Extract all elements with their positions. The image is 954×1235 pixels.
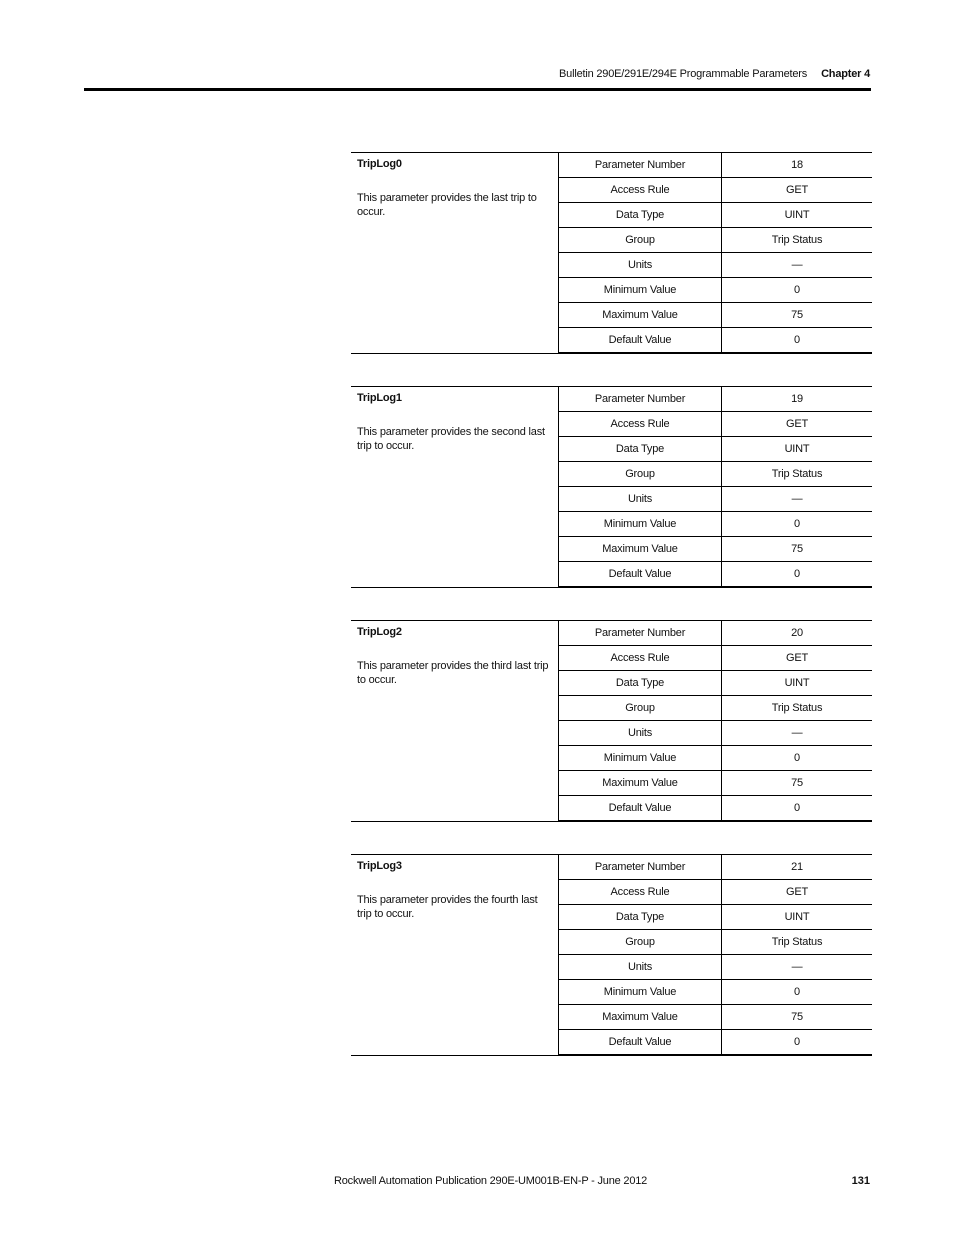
publication-footer: Rockwell Automation Publication 290E-UM001B-EN-P - June 2012 (334, 1175, 648, 1187)
row-value: — (722, 253, 873, 278)
parameter-description: This parameter provides the third last trip to occur. (357, 660, 549, 686)
parameter-table-triplog0 (351, 152, 872, 354)
row-label: Maximum Value (559, 771, 722, 796)
parameter-description-cell (351, 153, 559, 354)
row-label: Data Type (559, 905, 722, 930)
row-label: Units (559, 487, 722, 512)
row-label: Group (559, 930, 722, 955)
parameter-description: This parameter provides the fourth last trip to occur. (357, 894, 538, 920)
row-label: Access Rule (559, 412, 722, 437)
parameter-table-triplog2 (351, 620, 872, 822)
row-value: 0 (722, 980, 873, 1005)
header-title: Bulletin 290E/291E/294E Programmable Parameters (559, 68, 808, 80)
row-label: Data Type (559, 437, 722, 462)
row-label: Maximum Value (559, 1005, 722, 1030)
row-label: Parameter Number (559, 153, 722, 178)
row-value: GET (722, 646, 873, 671)
row-value: 0 (722, 328, 873, 354)
parameter-description: This parameter provides the last trip to occur. (357, 192, 537, 218)
row-label: Access Rule (559, 178, 722, 203)
row-value: UINT (722, 905, 873, 930)
row-label: Parameter Number (559, 621, 722, 646)
row-label: Units (559, 721, 722, 746)
row-label: Parameter Number (559, 387, 722, 412)
row-value: GET (722, 412, 873, 437)
parameter-description-cell (351, 621, 559, 822)
header-chapter: Chapter 4 (821, 68, 870, 80)
row-label: Access Rule (559, 880, 722, 905)
row-value: 0 (722, 796, 873, 822)
row-label: Default Value (559, 328, 722, 354)
row-value: 18 (722, 153, 873, 178)
row-label: Group (559, 228, 722, 253)
parameter-description: This parameter provides the second last trip to occur. (357, 426, 545, 452)
row-label: Minimum Value (559, 512, 722, 537)
row-label: Group (559, 462, 722, 487)
parameter-description-cell (351, 387, 559, 588)
parameter-table-triplog1 (351, 386, 872, 588)
parameter-name: TripLog2 (357, 626, 402, 638)
row-label: Minimum Value (559, 746, 722, 771)
row-value: UINT (722, 671, 873, 696)
row-value: Trip Status (722, 462, 873, 487)
row-label: Data Type (559, 203, 722, 228)
row-value: Trip Status (722, 930, 873, 955)
row-label: Minimum Value (559, 980, 722, 1005)
row-value: — (722, 487, 873, 512)
header-rule (84, 88, 871, 91)
row-value: GET (722, 178, 873, 203)
parameter-name: TripLog3 (357, 860, 402, 872)
row-value: UINT (722, 203, 873, 228)
row-value: 75 (722, 771, 873, 796)
row-value: 21 (722, 855, 873, 880)
row-value: 75 (722, 1005, 873, 1030)
row-value: — (722, 721, 873, 746)
row-label: Units (559, 253, 722, 278)
row-value: 75 (722, 303, 873, 328)
parameter-description-cell (351, 855, 559, 1056)
row-label: Access Rule (559, 646, 722, 671)
page-number: 131 (851, 1175, 870, 1187)
row-value: UINT (722, 437, 873, 462)
row-label: Group (559, 696, 722, 721)
row-label: Data Type (559, 671, 722, 696)
row-value: 0 (722, 278, 873, 303)
row-label: Default Value (559, 796, 722, 822)
row-value: 19 (722, 387, 873, 412)
row-value: — (722, 955, 873, 980)
row-value: 75 (722, 537, 873, 562)
parameter-table-triplog3 (351, 854, 872, 1056)
running-header (559, 68, 870, 80)
row-value: 0 (722, 746, 873, 771)
parameter-name: TripLog0 (357, 158, 402, 170)
parameter-name: TripLog1 (357, 392, 402, 404)
row-label: Minimum Value (559, 278, 722, 303)
row-label: Maximum Value (559, 537, 722, 562)
row-label: Parameter Number (559, 855, 722, 880)
row-value: Trip Status (722, 228, 873, 253)
row-value: Trip Status (722, 696, 873, 721)
row-value: 0 (722, 512, 873, 537)
row-label: Default Value (559, 562, 722, 588)
row-label: Maximum Value (559, 303, 722, 328)
row-value: 20 (722, 621, 873, 646)
row-value: 0 (722, 562, 873, 588)
row-label: Units (559, 955, 722, 980)
row-value: GET (722, 880, 873, 905)
row-label: Default Value (559, 1030, 722, 1056)
row-value: 0 (722, 1030, 873, 1056)
